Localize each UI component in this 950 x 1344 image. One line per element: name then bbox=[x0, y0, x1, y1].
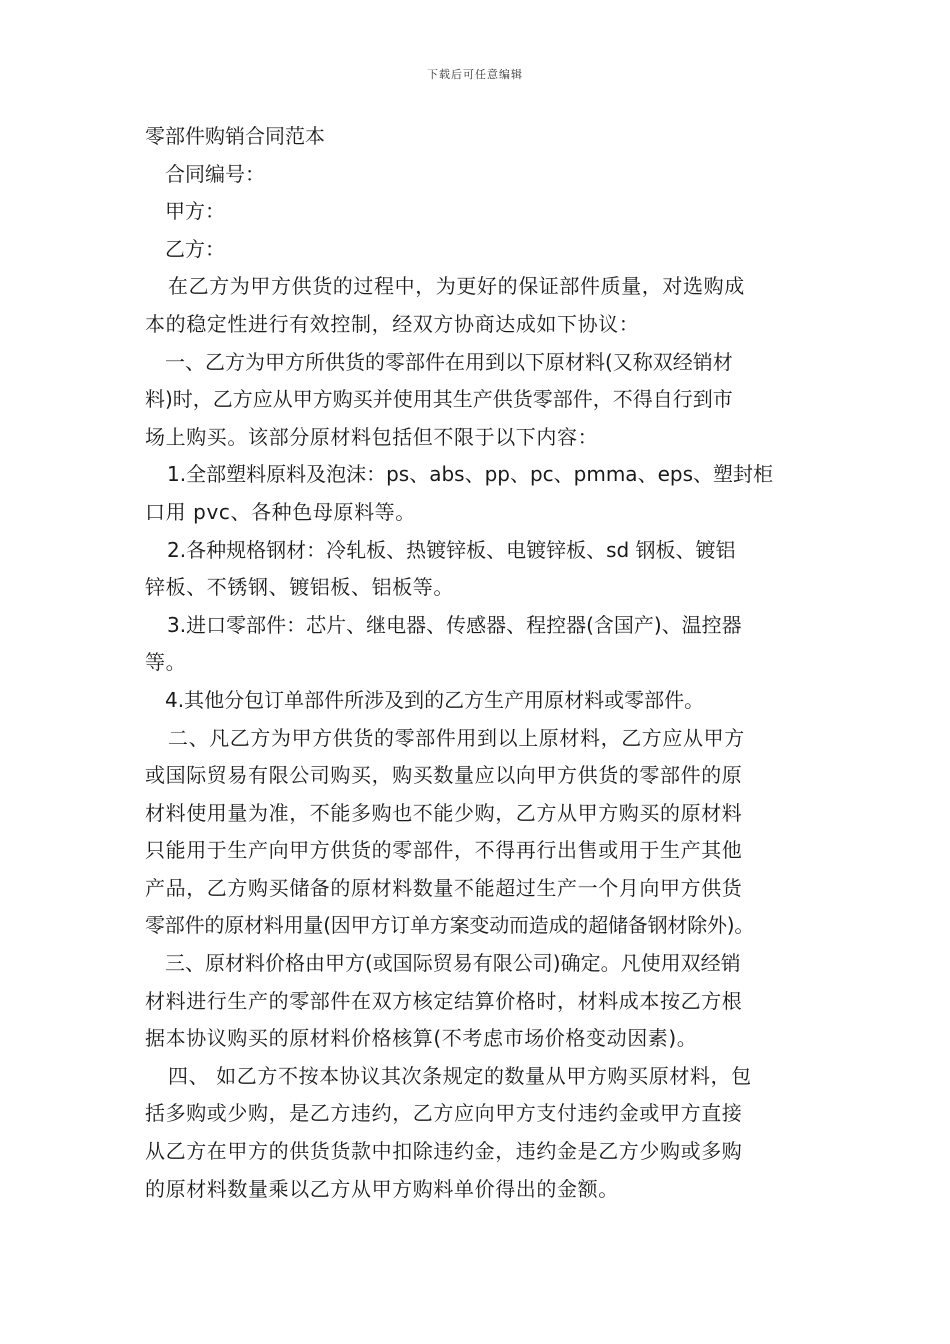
paragraph-line: 二、凡乙方为甲方供货的零部件用到以上原材料，乙方应从甲方 bbox=[168, 725, 745, 750]
paragraph-line: 的原材料数量乘以乙方从甲方购料单价得出的金额。 bbox=[145, 1176, 619, 1201]
paragraph-line: 4.其他分包订单部件所涉及到的乙方生产用原材料或零部件。 bbox=[165, 687, 705, 712]
paragraph-line: 零部件的原材料用量(因甲方订单方案变动而造成的超储备钢材除外)。 bbox=[145, 913, 755, 938]
paragraph-line: 三、原材料价格由甲方(或国际贸易有限公司)确定。凡使用双经销 bbox=[165, 951, 741, 976]
paragraph-line: 材料进行生产的零部件在双方核定结算价格时，材料成本按乙方根 bbox=[145, 988, 743, 1013]
document-body bbox=[145, 118, 815, 1208]
party-a-field: 甲方： bbox=[165, 199, 225, 224]
paragraph-line: 据本协议购买的原材料价格核算(不考虑市场价格变动因素)。 bbox=[145, 1026, 698, 1051]
party-b-field: 乙方： bbox=[165, 236, 225, 261]
paragraph-line: 场上购买。该部分原材料包括但不限于以下内容： bbox=[145, 424, 599, 449]
paragraph-line: 本的稳定性进行有效控制，经双方协商达成如下协议： bbox=[145, 311, 640, 336]
paragraph-line: 只能用于生产向甲方供货的零部件，不得再行出售或用于生产其他 bbox=[145, 838, 743, 863]
paragraph-line: 锌板、不锈钢、镀铝板、铝板等。 bbox=[145, 575, 454, 600]
paragraph-line: 料)时，乙方应从甲方购买并使用其生产供货零部件，不得自行到市 bbox=[145, 387, 733, 412]
paragraph-line: 产品，乙方购买储备的原材料数量不能超过生产一个月向甲方供货 bbox=[145, 875, 743, 900]
paragraph-line: 3.进口零部件：芯片、继电器、传感器、程控器(含国产)、温控器 bbox=[167, 612, 742, 637]
document-title: 零部件购销合同范本 bbox=[145, 124, 325, 148]
contract-number-field: 合同编号： bbox=[165, 161, 265, 186]
page-header-note: 下载后可任意编辑 bbox=[427, 68, 523, 81]
paragraph-line: 四、 如乙方不按本协议其次条规定的数量从甲方购买原材料，包 bbox=[168, 1063, 752, 1088]
contract-paragraphs bbox=[145, 268, 815, 1208]
paragraph-line: 材料使用量为准，不能多购也不能少购，乙方从甲方购买的原材料 bbox=[145, 800, 743, 825]
paragraph-line: 在乙方为甲方供货的过程中，为更好的保证部件质量，对选购成 bbox=[168, 274, 745, 299]
paragraph-line: 口用 pvc、各种色母原料等。 bbox=[145, 499, 416, 524]
paragraph-line: 等。 bbox=[145, 650, 187, 675]
paragraph-line: 2.各种规格钢材：冷轧板、热镀锌板、电镀锌板、sd 钢板、镀铝 bbox=[167, 537, 736, 562]
paragraph-line: 或国际贸易有限公司购买，购买数量应以向甲方供货的零部件的原 bbox=[145, 763, 743, 788]
paragraph-line: 1.全部塑料原料及泡沫：ps、abs、pp、pc、pmma、eps、塑封柜 bbox=[167, 462, 773, 487]
paragraph-line: 一、乙方为甲方所供货的零部件在用到以下原材料(又称双经销材 bbox=[165, 349, 733, 374]
paragraph-line: 从乙方在甲方的供货货款中扣除违约金，违约金是乙方少购或多购 bbox=[145, 1139, 743, 1164]
paragraph-line: 括多购或少购，是乙方违约，乙方应向甲方支付违约金或甲方直接 bbox=[145, 1101, 743, 1126]
